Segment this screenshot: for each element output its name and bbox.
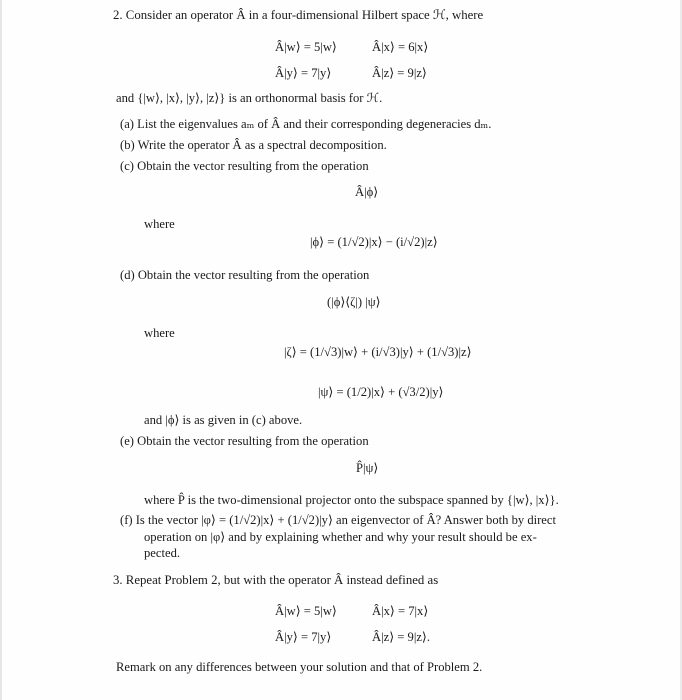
part-d-where: where bbox=[144, 326, 175, 340]
problem-2-intro: 2. Consider an operator Â in a four-dimensional Hilbert space ℋ, where bbox=[113, 8, 484, 22]
part-d-expression: (|ϕ⟩⟨ζ|) |ψ⟩ bbox=[327, 295, 381, 309]
part-f-line-3: pected. bbox=[144, 546, 181, 560]
part-c-where: where bbox=[144, 217, 175, 231]
page-edge-left bbox=[0, 0, 2, 700]
problem-3-remark: Remark on any differences between your solution and that of Problem 2. bbox=[116, 660, 483, 674]
p2-eq-w: Â|w⟩ = 5|w⟩ bbox=[275, 40, 337, 54]
psi-definition: |ψ⟩ = (1/2)|x⟩ + (√3/2)|y⟩ bbox=[318, 385, 444, 399]
p3-eq-y: Â|y⟩ = 7|y⟩ bbox=[275, 630, 332, 644]
p2-eq-y: Â|y⟩ = 7|y⟩ bbox=[275, 66, 332, 80]
part-b: (b) Write the operator Â as a spectral decomposition. bbox=[120, 138, 387, 152]
p3-eq-x: Â|x⟩ = 7|x⟩ bbox=[372, 604, 429, 618]
part-f-line-2: operation on |φ⟩ and by explaining whether and why your result should be ex- bbox=[144, 530, 537, 544]
phi-definition: |ϕ⟩ = (1/√2)|x⟩ − (i/√2)|z⟩ bbox=[310, 235, 438, 249]
part-d: (d) Obtain the vector resulting from the operation bbox=[120, 268, 370, 282]
p2-basis-statement: and {|w⟩, |x⟩, |y⟩, |z⟩} is an orthonormal basis for ℋ. bbox=[116, 91, 383, 105]
p3-eq-w: Â|w⟩ = 5|w⟩ bbox=[275, 604, 337, 618]
p3-eq-z: Â|z⟩ = 9|z⟩. bbox=[372, 630, 430, 644]
part-e: (e) Obtain the vector resulting from the operation bbox=[120, 434, 369, 448]
zeta-definition: |ζ⟩ = (1/√3)|w⟩ + (i/√3)|y⟩ + (1/√3)|z⟩ bbox=[284, 345, 472, 359]
problem-3-intro: 3. Repeat Problem 2, but with the operator Â instead defined as bbox=[113, 573, 439, 587]
p2-eq-x: Â|x⟩ = 6|x⟩ bbox=[372, 40, 429, 54]
phi-given-note: and |ϕ⟩ is as given in (c) above. bbox=[144, 413, 303, 427]
part-e-expression: P̂|ψ⟩ bbox=[356, 461, 379, 475]
part-a: (a) List the eigenvalues aₘ of Â and their corresponding degeneracies dₘ. bbox=[120, 117, 492, 131]
part-c: (c) Obtain the vector resulting from the operation bbox=[120, 159, 369, 173]
p2-eq-z: Â|z⟩ = 9|z⟩ bbox=[372, 66, 427, 80]
part-c-expression: Â|ϕ⟩ bbox=[355, 185, 379, 199]
part-f-line-1: (f) Is the vector |φ⟩ = (1/√2)|x⟩ + (1/√2)|y⟩ an eigenvector of Â? Answer both by direct bbox=[120, 513, 556, 527]
part-e-projector-note: where P̂ is the two-dimensional projector onto the subspace spanned by {|w⟩, |x⟩}. bbox=[144, 493, 559, 507]
